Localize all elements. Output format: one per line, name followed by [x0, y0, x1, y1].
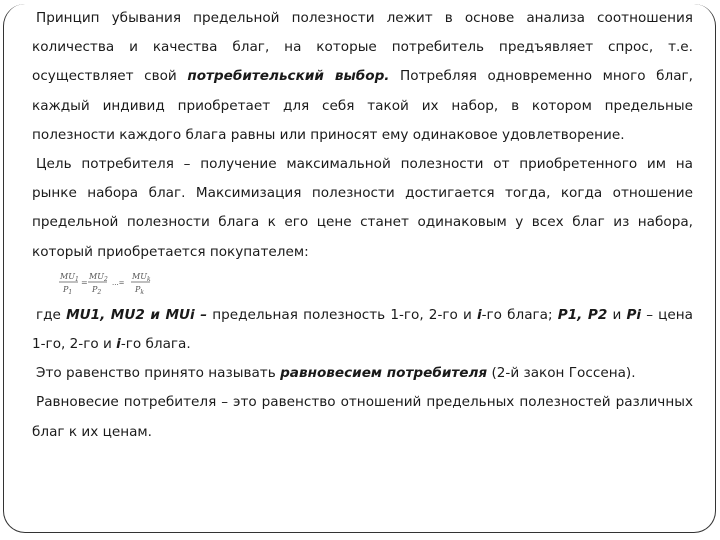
slide-text	[32, 4, 693, 447]
formula-dots: ...=	[112, 278, 125, 287]
term-i1: i	[476, 306, 482, 323]
formula-den3: $P_k$	[135, 284, 145, 296]
formula-graphic	[56, 267, 206, 301]
p3-text-e: – цена 1-го, 2-го и	[32, 306, 693, 353]
formula-num1: $MU_1$	[60, 271, 79, 283]
p1-text-a: Принцип убывания предельной полезности лежит в основе анализа соотношения количества и качества благ, на которые потребитель предъявляет спрос, т.е. осуществляет свой	[32, 10, 693, 85]
term-i2: i	[116, 336, 121, 353]
paragraph-equilibrium	[32, 359, 693, 388]
paragraph-notation	[32, 301, 693, 359]
p4-text-a: Это равенство принято называть	[36, 365, 281, 382]
p3-text-c: -го блага;	[481, 306, 558, 323]
term-pi: Pi	[626, 306, 642, 323]
formula-num2: $MU_2$	[89, 271, 108, 283]
formula-eq: =	[81, 277, 88, 287]
formula-den1: $P_1$	[63, 284, 73, 296]
paragraph-equilibrium-definition: Равновесие потребителя – это равенство отношений предельных полезностей различных благ к их ценам.	[32, 394, 693, 440]
p3-text-a: где	[36, 306, 67, 323]
term-consumer-equilibrium: равновесием потребителя	[280, 365, 488, 382]
term-mu: MU1, MU2 и MUi –	[66, 306, 208, 323]
paragraph-consumer-choice	[32, 4, 693, 150]
paragraph-consumer-goal: Цель потребителя – получение максимальной полезности от приобретенного им на рынке набора благ. Максимизация полезности достигается тогда, когда отношение предельной полезности блага к его цене станет одинаковым у всех благ из набора, который приобретается покупателем:	[32, 156, 693, 260]
formula-den2: $P_2$	[92, 284, 102, 296]
term-consumer-choice: потребительский выбор.	[187, 68, 390, 85]
term-p12: P1, P2	[557, 306, 608, 323]
formula-num3: $MU_k$	[132, 271, 151, 283]
p3-text-d: и	[607, 306, 627, 323]
equilibrium-formula	[32, 267, 693, 301]
p3-text-b: предельная полезность 1-го, 2-го и	[207, 306, 477, 323]
p1-text-b: Потребляя одновременно много благ, каждый индивид приобретает для себя такой их набор, в котором предельные полезности каждого блага равны или приносят ему одинаковое удовлетворение.	[32, 68, 693, 143]
p3-text-f: -го блага.	[120, 336, 191, 353]
p4-text-b: (2-й закон Госсена).	[487, 365, 636, 382]
